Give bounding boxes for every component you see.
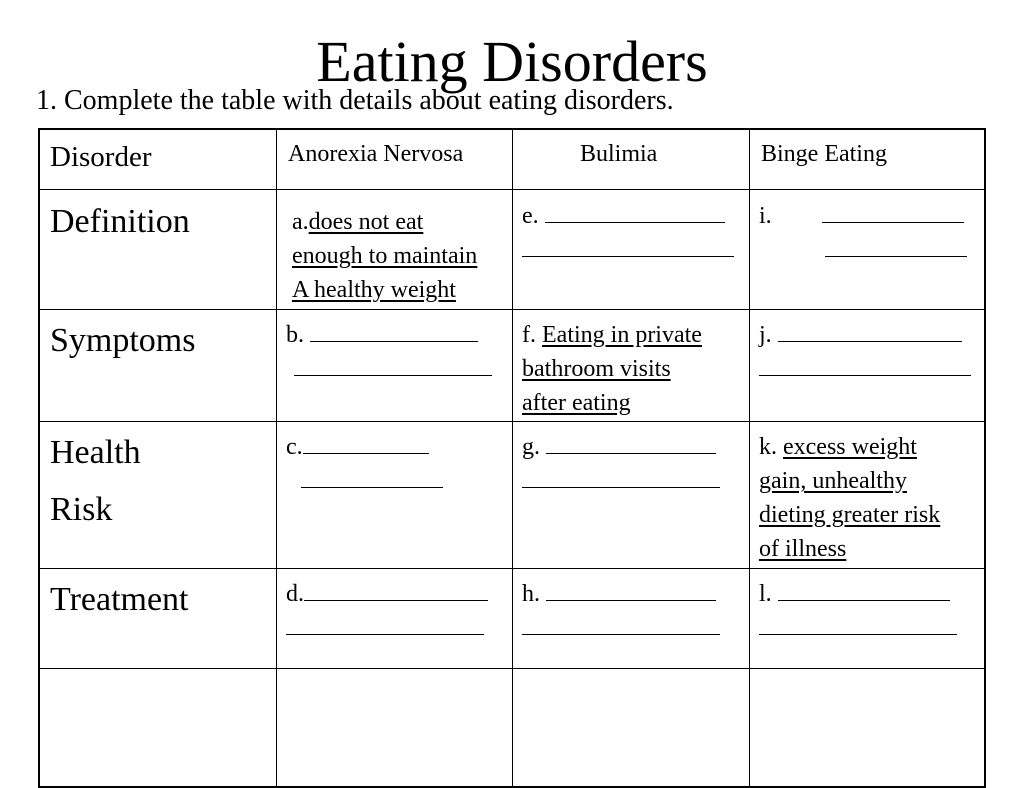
row-divider [40, 309, 984, 310]
answer-letter: b. [286, 322, 304, 348]
row-divider [40, 568, 984, 569]
disorders-table [38, 128, 986, 788]
cell-definition-bulimia [522, 199, 734, 267]
cell-health-risk-bulimia [522, 430, 720, 498]
answer-blank[interactable] [294, 355, 492, 376]
answer-letter: k. [759, 434, 777, 460]
cell-definition-binge-eating [759, 199, 967, 267]
cell-symptoms-anorexia [286, 318, 492, 386]
header-disorder: Disorder [50, 141, 152, 173]
answer-blank[interactable] [778, 321, 962, 342]
answer-line: A healthy weight [292, 277, 456, 303]
column-divider [512, 130, 513, 786]
answer-line: dieting greater risk [759, 502, 941, 528]
answer-line: excess weight [783, 434, 917, 460]
row-label-health-risk [50, 424, 141, 538]
answer-line: bathroom visits [522, 356, 671, 382]
cell-symptoms-bulimia [522, 318, 702, 420]
answer-letter: l. [759, 581, 772, 607]
answer-blank[interactable] [301, 467, 443, 488]
answer-letter: j. [759, 322, 772, 348]
answer-blank[interactable] [545, 202, 725, 223]
answer-letter: i. [759, 203, 772, 229]
instruction-text: 1. Complete the table with details about eating disorders. [36, 85, 674, 116]
row-label-treatment: Treatment [50, 581, 189, 618]
header-anorexia-nervosa: Anorexia Nervosa [288, 141, 464, 167]
answer-blank[interactable] [522, 236, 734, 257]
answer-line: after eating [522, 390, 631, 416]
answer-letter: e. [522, 203, 539, 229]
answer-letter: g. [522, 434, 540, 460]
answer-blank[interactable] [304, 580, 488, 601]
cell-treatment-anorexia [286, 577, 488, 645]
cell-definition-anorexia [292, 205, 477, 307]
answer-blank[interactable] [778, 580, 950, 601]
row-divider [40, 189, 984, 190]
answer-blank[interactable] [822, 202, 964, 223]
cell-treatment-binge-eating [759, 577, 957, 645]
row-label-health-risk-line-2: Risk [50, 491, 113, 528]
answer-blank[interactable] [759, 355, 971, 376]
column-divider [749, 130, 750, 786]
answer-blank[interactable] [759, 614, 957, 635]
page-title: Eating Disorders [316, 29, 708, 94]
answer-blank[interactable] [522, 614, 720, 635]
cell-health-risk-binge-eating [759, 430, 940, 566]
answer-line: does not eat [308, 209, 424, 235]
answer-blank[interactable] [825, 236, 967, 257]
cell-health-risk-anorexia [286, 430, 443, 498]
answer-line: Eating in private [542, 322, 702, 348]
row-label-symptoms: Symptoms [50, 322, 196, 359]
column-divider [276, 130, 277, 786]
row-label-health-risk-line-1: Health [50, 434, 141, 471]
answer-blank[interactable] [310, 321, 478, 342]
answer-blank[interactable] [522, 467, 720, 488]
cell-treatment-bulimia [522, 577, 720, 645]
answer-letter: h. [522, 581, 540, 607]
answer-letter: c. [286, 434, 303, 460]
answer-letter: a. [292, 209, 309, 235]
answer-letter: f. [522, 322, 536, 348]
answer-line: gain, unhealthy [759, 468, 907, 494]
answer-line: of illness [759, 536, 847, 562]
cell-symptoms-binge-eating [759, 318, 971, 386]
answer-letter: d. [286, 581, 304, 607]
answer-blank[interactable] [286, 614, 484, 635]
row-label-definition: Definition [50, 203, 190, 240]
row-divider [40, 421, 984, 422]
answer-blank[interactable] [546, 433, 716, 454]
row-divider [40, 668, 984, 669]
answer-blank[interactable] [303, 433, 429, 454]
answer-blank[interactable] [546, 580, 716, 601]
header-bulimia: Bulimia [580, 141, 658, 167]
header-binge-eating: Binge Eating [761, 141, 887, 167]
answer-line: enough to maintain [292, 243, 478, 269]
